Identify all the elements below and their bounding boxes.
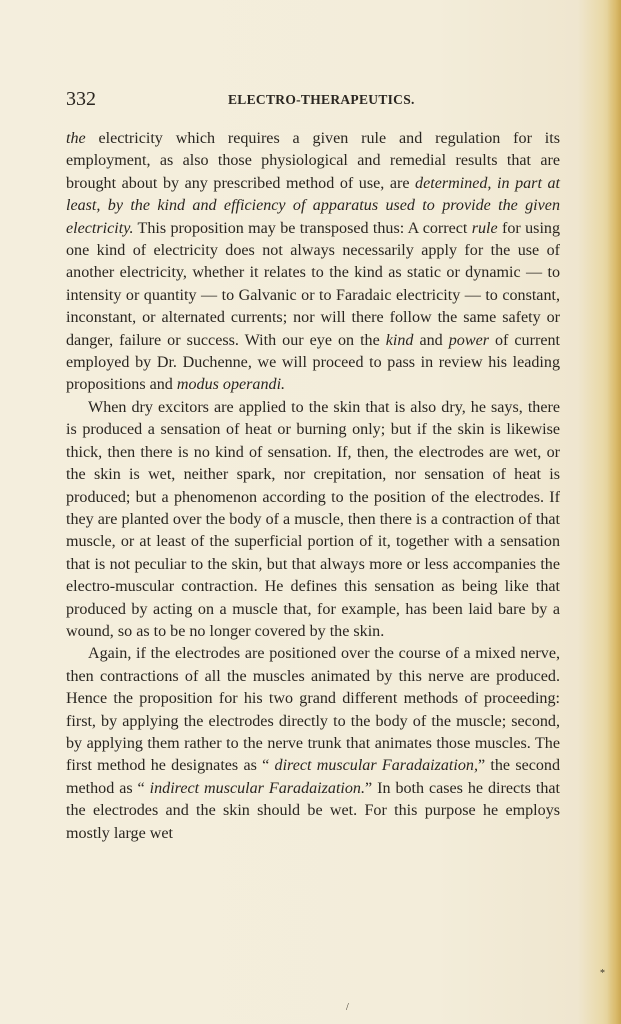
italic-text: modus operandi. (176, 376, 286, 394)
page-header (66, 88, 566, 110)
italic-text: kind (385, 331, 414, 349)
margin-mark: * (600, 968, 605, 979)
page-edge-gilding (607, 0, 621, 1024)
text-run: When dry excitors are applied to the skin that is also dry, he says, there is produced a sensation of heat or burning only; but if the skin is likewise thick, then there is no kind of sensation. If, then, the electrodes are wet, or the skin is wet, neither spark, nor crepitation, nor sensation of heat is produced; but a phenomenon according to the position of the electrodes. If they are planted over the body of a muscle, then there is a contraction of that muscle, or at least of the superficial portion of it, together with a sensation that is not peculiar to the skin, but that always more or less accompanies the electro-muscular contraction. He defines this sensation as being like that produced by acting on a muscle that, for example, has been laid bare by a wound, so as to be no longer covered by the skin. (66, 398, 560, 640)
italic-text: determined, in part at least, by the kind and efficiency of apparatus used to provide the given electricity. (66, 174, 561, 237)
footer-mark: / (346, 1002, 349, 1013)
body-text (66, 128, 560, 845)
paragraph (66, 128, 560, 397)
text-run: for using one kind of electricity does not always necessarily apply for the use of another electricity, whether it relates to the kind as static or dynamic — to intensity or quantity — to Galvanic or to Faradaic electricity — to constant, inconstant, or alternated currents; nor will there follow the same safety or danger, failure or success. With our eye on the (66, 219, 561, 349)
running-title: ELECTRO-THERAPEUTICS. (228, 92, 415, 107)
italic-text: direct muscular Faradaization, (274, 757, 478, 775)
text-run: Again, if the electrodes are positioned over the course of a mixed nerve, then contractions of all the muscles animated by this nerve are produced. Hence the proposition for his two grand different methods of proceeding: first, by applying the electrodes directly to the body of the muscle; second, by applying them rather to the nerve trunk that animates those muscles. The first method he designates as “ (66, 645, 560, 775)
italic-text: indirect muscular Faradaization. (149, 779, 366, 797)
italic-text: the (66, 130, 86, 147)
text-run: ” In both cases he directs that the electrodes and the skin should be wet. For this purpose he employs mostly large wet (66, 779, 560, 842)
text-run: electricity which requires a given rule and regulation for its employment, as also those physiological and remedial results that are brought about by any prescribed method of use, are (66, 130, 560, 192)
paragraph (66, 397, 560, 643)
italic-text: rule (471, 219, 498, 237)
text-run: This proposition may be transposed thus: A correct (133, 219, 472, 237)
page-number: 332 (66, 88, 96, 110)
paragraph (66, 643, 560, 845)
text-run: ” the second method as “ (66, 757, 561, 797)
text-run: of current employed by Dr. Duchenne, we will proceed to pass in review his leading propositions and (66, 331, 560, 394)
italic-text: power (448, 331, 489, 349)
text-run: and (413, 331, 449, 349)
